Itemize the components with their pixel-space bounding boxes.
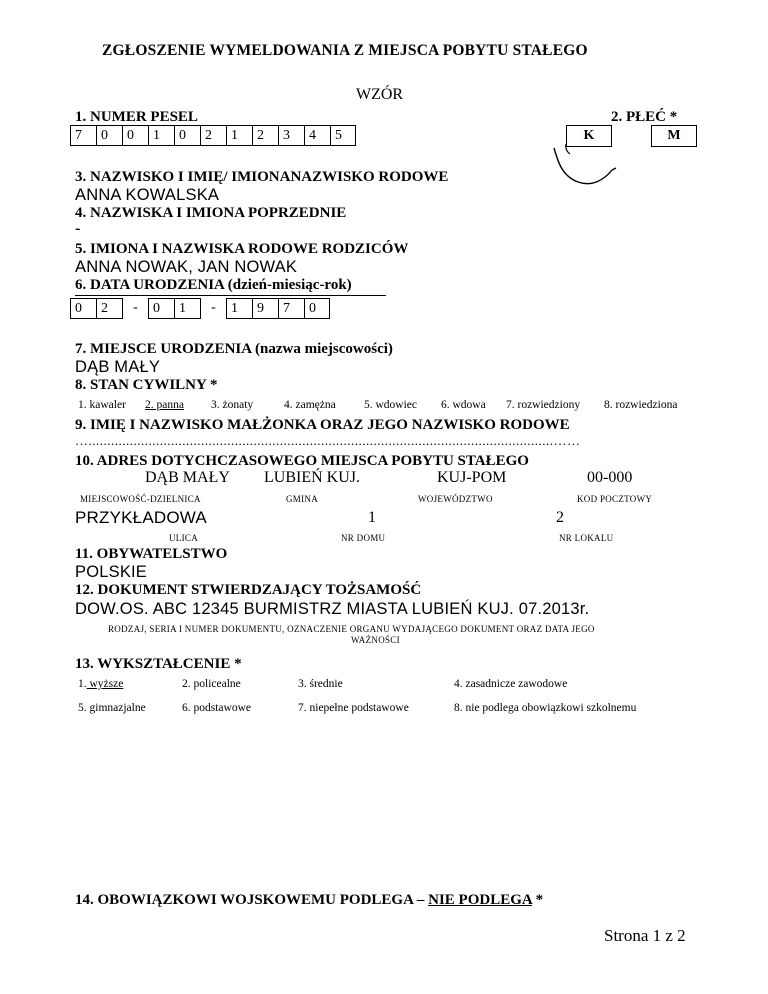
stan-option-wdowa[interactable]: 6. wdowa (441, 399, 486, 411)
document-title: ZGŁOSZENIE WYMELDOWANIA Z MIEJSCA POBYTU STAŁEGO (102, 42, 588, 59)
wyksztalcenie-option-niepelne[interactable]: 7. niepełne podstawowe (298, 702, 409, 714)
stan-option-rozwiedziona[interactable]: 8. rozwiedziona (604, 399, 678, 411)
wyksztalcenie-option-nie-podlega[interactable]: 8. nie podlega obowiązkowi szkolnemu (454, 702, 637, 714)
stan-cywilny-label: 8. STAN CYWILNY * (75, 377, 218, 393)
pesel-digit: 1 (226, 125, 252, 146)
date-year-digit: 7 (278, 298, 304, 319)
wyksztalcenie-option-zasadnicze[interactable]: 4. zasadnicze zawodowe (454, 678, 568, 690)
obywatelstwo-value[interactable]: POLSKIE (75, 563, 148, 581)
dokument-caption: RODZAJ, SERIA I NUMER DOKUMENTU, OZNACZENIE ORGANU WYDAJĄCEGO DOKUMENT ORAZ DATA JEGO (108, 624, 595, 634)
data-urodzenia-label: 6. DATA URODZENIA (dzień-miesiąc-rok) (75, 277, 352, 293)
rodzice-value[interactable]: ANNA NOWAK, JAN NOWAK (75, 258, 298, 276)
adres-nr-domu-value[interactable]: 1 (368, 509, 376, 526)
nazwisko-label: 3. NAZWISKO I IMIĘ/ IMIONANAZWISKO RODOWE (75, 169, 449, 185)
adres-nr-lokalu-value[interactable]: 2 (556, 509, 564, 526)
date-year-digit: 1 (226, 298, 252, 319)
date-month-digit: 0 (148, 298, 174, 319)
adres-nr-lokalu-caption: NR LOKALU (559, 533, 614, 543)
adres-miejscowosc-value[interactable]: DĄB MAŁY (145, 469, 230, 486)
miejsce-label: 7. MIEJSCE URODZENIA (nazwa miejscowości) (75, 341, 393, 357)
handwritten-selection-mark (548, 140, 638, 192)
plec-k-box[interactable]: K (566, 125, 612, 147)
stan-option-panna[interactable]: 2. panna (145, 399, 184, 411)
pesel-digit: 2 (252, 125, 278, 146)
date-year-digit: 9 (252, 298, 278, 319)
pesel-digit: 5 (330, 125, 356, 146)
wojsko-label (75, 892, 543, 909)
rodzice-label: 5. IMIONA I NAZWISKA RODOWE RODZICÓW (75, 241, 409, 257)
wyksztalcenie-option-policealne[interactable]: 2. policealne (182, 678, 241, 690)
pesel-digit: 4 (304, 125, 330, 146)
adres-gmina-value[interactable]: LUBIEŃ KUJ. (264, 469, 360, 486)
dokument-label: 12. DOKUMENT STWIERDZAJĄCY TOŻSAMOŚĆ (75, 582, 422, 598)
date-day-digit: 2 (96, 298, 122, 319)
wyksztalcenie-option-text: wyższe (86, 678, 124, 690)
stan-option-rozwiedziony[interactable]: 7. rozwiedziony (506, 399, 581, 411)
date-separator: - (122, 298, 148, 319)
plec-m-box[interactable]: M (651, 125, 697, 147)
document-subtitle: WZÓR (356, 86, 404, 103)
adres-ulica-value[interactable]: PRZYKŁADOWA (75, 508, 207, 527)
obywatelstwo-label: 11. OBYWATELSTWO (75, 546, 228, 562)
wyksztalcenie-label: 13. WYKSZTAŁCENIE * (75, 656, 242, 672)
date-separator: - (200, 298, 226, 319)
wojsko-label-suffix: * (531, 892, 544, 908)
dokument-caption-line2: WAŻNOŚCI (351, 635, 400, 645)
wyksztalcenie-option-wyzsze[interactable] (78, 678, 123, 690)
miejsce-value[interactable]: DĄB MAŁY (75, 358, 161, 376)
wojsko-selected-option[interactable]: NIE PODLEGA (428, 892, 532, 908)
adres-kod-value[interactable]: 00-000 (587, 469, 633, 486)
data-urodzenia-field[interactable] (70, 298, 330, 319)
pesel-digit: 3 (278, 125, 304, 146)
adres-nr-domu-caption: NR DOMU (341, 533, 386, 543)
wyksztalcenie-option-podstawowe[interactable]: 6. podstawowe (182, 702, 251, 714)
adres-label: 10. ADRES DOTYCHCZASOWEGO MIEJSCA POBYTU STAŁEGO (75, 453, 529, 469)
pesel-field[interactable] (70, 125, 356, 146)
date-month-digit: 1 (174, 298, 200, 319)
poprzednie-value[interactable]: - (75, 220, 81, 237)
pesel-digit: 0 (174, 125, 200, 146)
stan-option-zonaty[interactable]: 3. żonaty (211, 399, 254, 411)
pesel-digit: 2 (200, 125, 226, 146)
pesel-digit: 1 (148, 125, 174, 146)
poprzednie-label: 4. NAZWISKA I IMIONA POPRZEDNIE (75, 205, 347, 221)
wyksztalcenie-option-srednie[interactable]: 3. średnie (298, 678, 343, 690)
adres-wojewodztwo-caption: WOJEWÓDZTWO (418, 494, 493, 504)
pesel-digit: 7 (70, 125, 96, 146)
data-label-underline (75, 295, 386, 296)
adres-kod-caption: KOD POCZTOWY (577, 494, 653, 504)
wyksztalcenie-option-gimnazjalne[interactable]: 5. gimnazjalne (78, 702, 146, 714)
plec-label: 2. PŁEĆ * (611, 109, 678, 125)
nazwisko-value[interactable]: ANNA KOWALSKA (75, 186, 220, 204)
wyksztalcenie-option-number: 1. (78, 678, 87, 690)
malzonek-value[interactable]: …............................................................................................................................…… (75, 433, 581, 448)
page-number: Strona 1 z 2 (604, 926, 686, 945)
stan-option-kawaler[interactable]: 1. kawaler (78, 399, 126, 411)
date-day-digit: 0 (70, 298, 96, 319)
date-year-digit: 0 (304, 298, 330, 319)
pesel-label: 1. NUMER PESEL (75, 109, 198, 125)
malzonek-label: 9. IMIĘ I NAZWISKO MAŁŻONKA ORAZ JEGO NAZWISKO RODOWE (75, 417, 570, 433)
dokument-value[interactable]: DOW.OS. ABC 12345 BURMISTRZ MIASTA LUBIEŃ KUJ. 07.2013r. (75, 600, 590, 618)
adres-wojewodztwo-value[interactable]: KUJ-POM (437, 469, 507, 486)
adres-ulica-caption: ULICA (169, 533, 198, 543)
wojsko-label-prefix: 14. OBOWIĄZKOWI WOJSKOWEMU PODLEGA – (75, 892, 429, 908)
adres-miejscowosc-caption: MIEJSCOWOŚĆ-DZIELNICA (80, 494, 201, 504)
pesel-digit: 0 (96, 125, 122, 146)
adres-gmina-caption: GMINA (286, 494, 318, 504)
stan-option-zamezna[interactable]: 4. zamężna (284, 399, 336, 411)
stan-option-wdowiec[interactable]: 5. wdowiec (364, 399, 418, 411)
pesel-digit: 0 (122, 125, 148, 146)
